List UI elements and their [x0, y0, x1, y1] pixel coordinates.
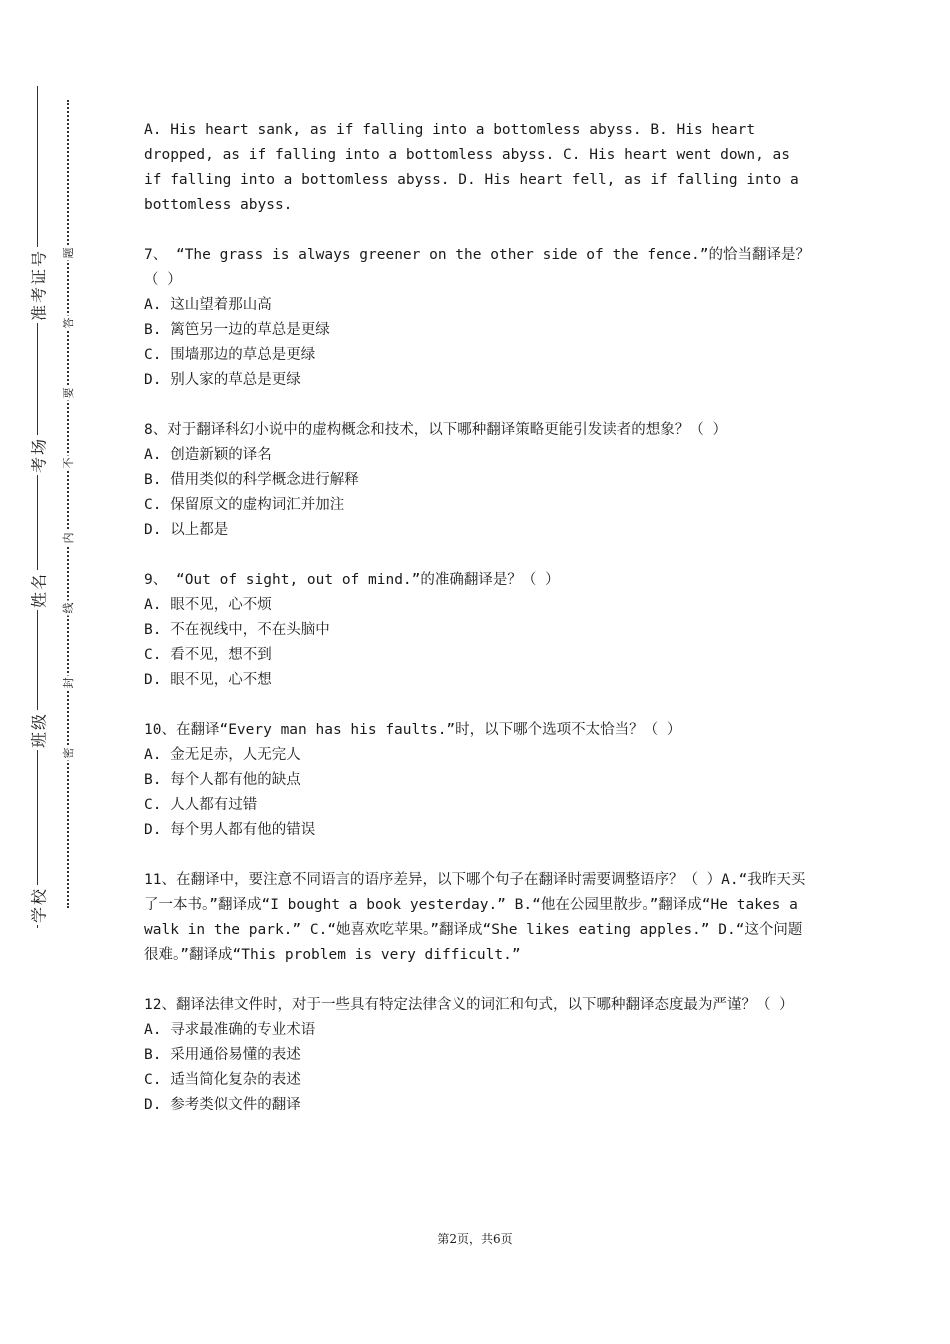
- question-stem: 11、在翻译中，要注意不同语言的语序差异，以下哪个句子在翻译时需要调整语序？（ ）A.“我昨天买了一本书。”翻译成“I bought a book yesterday.” B.“他在公园里散步。”翻译成“He takes a walk in the park.” C.“她喜欢吃苹果。”翻译成“She likes eating apples.” D.“这个问题很难。”翻译成“This problem is very difficult.”: [144, 872, 806, 963]
- question-6-continuation: [144, 118, 814, 218]
- seal-char: 内: [59, 531, 77, 546]
- option-d: D. 别人家的草总是更绿: [144, 372, 301, 388]
- binding-solid-line: [37, 86, 38, 928]
- question-8: [144, 418, 814, 543]
- option-c: C. 围墙那边的草总是更绿: [144, 347, 316, 363]
- option-b: B. 不在视线中，不在头脑中: [144, 622, 330, 638]
- school-label: 学校: [27, 885, 50, 925]
- question-12: [144, 993, 814, 1118]
- option-d: D. 以上都是: [144, 522, 229, 538]
- seal-char: 不: [59, 456, 77, 471]
- option-c: C. 看不见，想不到: [144, 647, 272, 663]
- question-content: [144, 118, 814, 1143]
- option-d: D. 参考类似文件的翻译: [144, 1097, 301, 1113]
- exam-number-label: 准考证号: [27, 247, 50, 323]
- question-stem: 10、在翻译“Every man has his faults.”时，以下哪个选项不太恰当？（ ）: [144, 722, 682, 738]
- page-number-footer: 第2页，共6页: [437, 1232, 513, 1246]
- seal-char: 线: [59, 601, 77, 616]
- seal-dotted-line: [67, 100, 69, 908]
- seal-char: 封: [59, 676, 77, 691]
- option-b: B. 借用类似的科学概念进行解释: [144, 472, 359, 488]
- question-stem: 8、对于翻译科幻小说中的虚构概念和技术，以下哪种翻译策略更能引发读者的想象？（ ）: [144, 422, 727, 438]
- option-a: A. 寻求最准确的专业术语: [144, 1022, 316, 1038]
- binding-margin: [0, 0, 110, 1344]
- option-c: C. 人人都有过错: [144, 797, 258, 813]
- option-b: B. 采用通俗易懂的表述: [144, 1047, 301, 1063]
- question-6-options-text: A. His heart sank, as if falling into a bottomless abyss. B. His heart dropped, as if falling into a bottomless abyss. C. His heart went down, as if falling into a bottomless abyss. D. His heart fell, as if falling into a bottomless abyss.: [144, 122, 799, 213]
- option-b: B. 每个人都有他的缺点: [144, 772, 301, 788]
- option-c: C. 保留原文的虚构词汇并加注: [144, 497, 345, 513]
- option-a: A. 金无足赤，人无完人: [144, 747, 301, 763]
- seal-char: 题: [59, 246, 77, 261]
- question-9: [144, 568, 814, 693]
- class-label: 班级: [27, 710, 50, 750]
- question-10: [144, 718, 814, 843]
- option-a: A. 创造新颖的译名: [144, 447, 272, 463]
- option-d: D. 眼不见，心不想: [144, 672, 272, 688]
- question-stem: 7、 “The grass is always greener on the other side of the fence.”的恰当翻译是？（ ）: [144, 247, 810, 288]
- question-7: [144, 243, 814, 393]
- option-b: B. 篱笆另一边的草总是更绿: [144, 322, 330, 338]
- option-a: A. 这山望着那山高: [144, 297, 272, 313]
- question-stem: 12、翻译法律文件时，对于一些具有特定法律含义的词汇和句式，以下哪种翻译态度最为严谨？（ ）: [144, 997, 794, 1013]
- exam-room-label: 考场: [27, 435, 50, 475]
- option-a: A. 眼不见，心不烦: [144, 597, 272, 613]
- seal-char: 密: [59, 746, 77, 761]
- question-11: [144, 868, 814, 968]
- seal-char: 要: [59, 386, 77, 401]
- student-name-label: 姓名: [27, 570, 50, 610]
- seal-char: 答: [59, 316, 77, 331]
- question-stem: 9、 “Out of sight, out of mind.”的准确翻译是？（ ）: [144, 572, 560, 588]
- option-c: C. 适当简化复杂的表述: [144, 1072, 301, 1088]
- option-d: D. 每个男人都有他的错误: [144, 822, 316, 838]
